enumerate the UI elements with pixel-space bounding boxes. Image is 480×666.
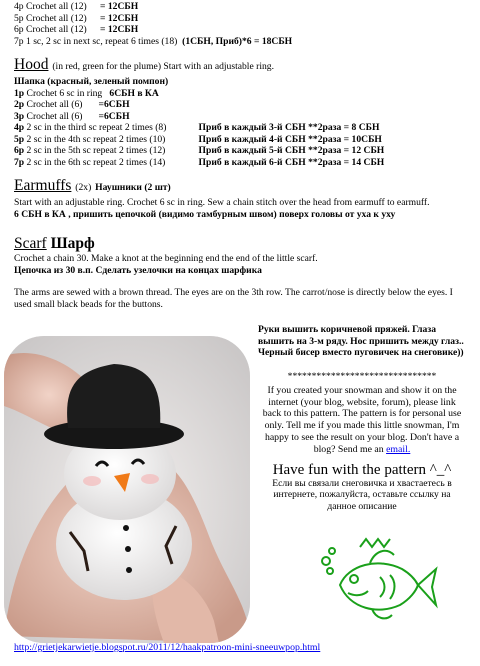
hood-title: Hood	[14, 56, 49, 73]
earmuffs-count: (2x)	[75, 182, 92, 193]
have-fun-text: Have fun with the pattern ^_^	[272, 461, 452, 478]
row-6p	[14, 24, 472, 36]
snowman-photo	[4, 336, 250, 643]
row-label: 4p	[14, 122, 25, 133]
hood-row-7	[14, 157, 472, 169]
row-text: 2 sc in the 4th sc repeat 2 times (10)	[26, 133, 166, 145]
row-ru: 6СБН в КА	[109, 87, 159, 99]
hood-row-4	[14, 122, 472, 134]
row-text: Crochet all (6)	[26, 110, 83, 122]
email-link[interactable]: email.	[386, 443, 411, 455]
hood-row-2	[14, 99, 472, 111]
row-text: 5p Crochet all (12)	[14, 12, 87, 24]
row-text: 2 sc in the 5th sc repeat 2 times (12)	[26, 145, 166, 156]
ru-share-text: Если вы связали снеговичка и хвастаетесь в интернете, пожалуйста, оставьте ссылку на данное описание	[272, 477, 452, 512]
hood-row-5	[14, 134, 472, 146]
row-4p	[14, 1, 472, 13]
scarf-ru-title: Шарф	[50, 235, 95, 252]
earmuffs-ru: 6 СБН в КА , пришить цепочкой (видимо тамбурным швом) поверх головы от уха к уху	[14, 208, 396, 220]
earmuffs-title: Earmuffs	[14, 177, 72, 194]
row-text: 2 sc in the third sc repeat 2 times (8)	[26, 122, 167, 133]
row-text: 2 sc in the 6th sc repeat 2 times (14)	[26, 156, 166, 168]
row-ru: Приб в каждый 5-й СБН **2раза = 12 СБН	[198, 145, 385, 156]
share-text-en: If you created your snowman and show it on the internet (your blog, website, forum), please link back to this pattern. The pattern is for personal use only. Tell me if you made this little snowman, I'm happy to see the result on your blog. Don't have a blog? Send me an	[262, 384, 462, 455]
hood-ru-title	[14, 76, 472, 88]
ru-note: Руки вышить коричневой пряжей. Глаза вышить на 3-м ряду. Нос пришить между глаз.. Черный бисер вместо пуговичек на снеговике))	[258, 324, 464, 359]
row-ru: Приб в каждый 6-й СБН **2раза = 14 СБН	[198, 156, 385, 168]
earmuffs-heading	[14, 177, 472, 197]
hood-heading	[14, 56, 472, 76]
row-label: 2p	[14, 99, 25, 110]
arms-note: The arms are sewed with a brown thread. The eyes are on the 3th row. The carrot/nose is directly below the eyes. I used small black beads for the buttons.	[14, 287, 453, 310]
row-text: 4p Crochet all (12)	[14, 1, 87, 12]
hood-row-1	[14, 88, 472, 100]
row-ru: Приб в каждый 3-й СБН **2раза = 8 СБН	[198, 122, 380, 133]
row-label: 1p	[14, 87, 25, 99]
hood-row-6	[14, 145, 472, 157]
scarf-heading	[14, 235, 472, 253]
row-label: 5p	[14, 133, 25, 145]
row-ru: =6СБН	[98, 99, 130, 110]
scarf-ru: Цепочка из 30 в.п. Сделать узелочки на концах шарфика	[14, 264, 262, 276]
row-label: 3p	[14, 110, 25, 122]
scarf-title: Scarf	[14, 235, 47, 252]
stars-divider: *******************************	[287, 370, 437, 382]
row-7p	[14, 36, 472, 48]
share-text	[258, 385, 466, 456]
row-ru: (1СБН, Приб)*6 = 18СБН	[182, 35, 293, 47]
row-ru: = 12СБН	[100, 1, 139, 12]
row-text: 6p Crochet all (12)	[14, 24, 87, 35]
row-5p	[14, 13, 472, 25]
row-text: 7p 1 sc, 2 sc in next sc, repeat 6 times (18)	[14, 35, 178, 47]
earmuffs-en: Start with an adjustable ring. Crochet 6 sc in ring. Sew a chain stitch over the head from earmuff to earmuff.	[14, 197, 430, 208]
pattern-page	[14, 0, 472, 310]
source-url-link[interactable]: http://grietjekarwietje.blogspot.ru/2011/12/haakpatroon-mini-sneeuwpop.html	[14, 642, 321, 653]
right-column	[258, 324, 466, 512]
hood-row-3	[14, 111, 472, 123]
row-ru: =6СБН	[98, 110, 130, 122]
snowman-photo-drawing	[4, 336, 250, 643]
row-text: Crochet 6 sc in ring	[26, 87, 103, 99]
row-label: 7p	[14, 156, 25, 168]
row-ru: = 12СБН	[100, 24, 139, 35]
hood-ru-title-text: Шапка (красный, зеленый помпон)	[14, 76, 169, 87]
hood-subtitle: (in red, green for the plume) Start with an adjustable ring.	[52, 61, 274, 72]
row-text: Crochet all (6)	[26, 99, 83, 110]
row-label: 6p	[14, 145, 25, 156]
earmuffs-ru-title: Наушники (2 шт)	[95, 182, 171, 193]
row-ru: Приб в каждый 4-й СБН **2раза = 10СБН	[198, 133, 382, 145]
row-ru: = 12СБН	[100, 12, 139, 24]
top-rows	[14, 1, 472, 47]
scarf-en: Crochet a chain 30. Make a knot at the beginning end the end of the little scarf.	[14, 253, 318, 264]
fish-logo-icon	[320, 533, 440, 628]
